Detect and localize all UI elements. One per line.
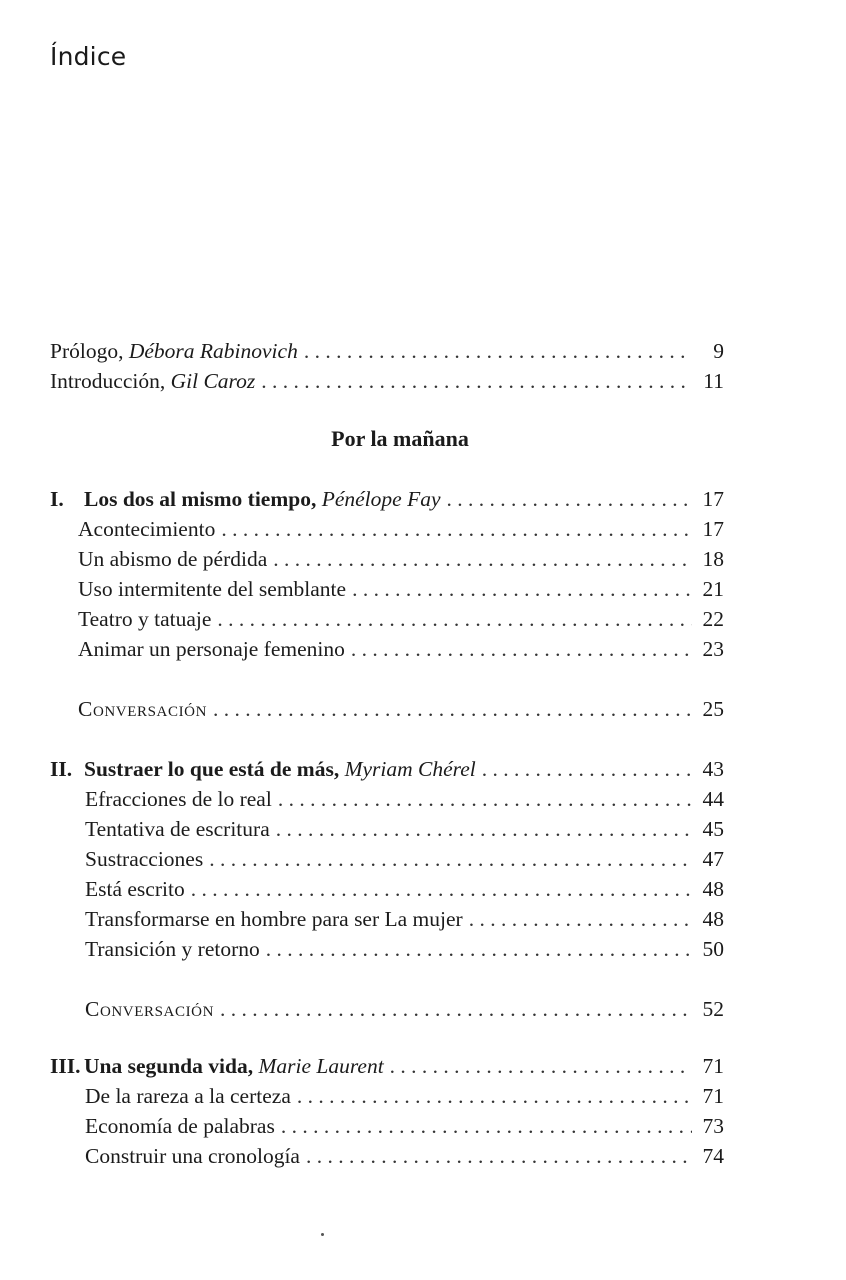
page-number: 48 <box>702 907 724 931</box>
dot-leader <box>297 1083 692 1109</box>
dot-leader <box>447 486 692 512</box>
entry-title: Prólogo, <box>50 339 129 363</box>
page-number: 74 <box>702 1144 724 1168</box>
toc-chapter-1[interactable] <box>50 486 724 512</box>
dot-leader <box>352 576 692 602</box>
dot-leader <box>304 338 692 364</box>
page-title: Índice <box>50 42 127 71</box>
page-number: 11 <box>703 369 724 393</box>
dot-leader <box>273 546 692 572</box>
dot-leader <box>209 846 692 872</box>
print-speck <box>321 1233 324 1236</box>
part-heading: Por la mañana <box>331 426 469 451</box>
page-number: 52 <box>702 997 724 1021</box>
chapter-author: Pénélope Fay <box>321 487 441 511</box>
toc-section[interactable] <box>50 876 724 902</box>
toc-section[interactable] <box>50 636 724 662</box>
page-number: 50 <box>702 937 724 961</box>
dot-leader <box>276 816 692 842</box>
page-number: 18 <box>702 547 724 571</box>
dot-leader <box>220 996 692 1022</box>
section-title: Efracciones de lo real <box>85 787 272 811</box>
page-number: 71 <box>702 1084 724 1108</box>
toc-section[interactable] <box>50 1143 724 1169</box>
section-title: Teatro y tatuaje <box>78 607 212 631</box>
toc-chapter-2[interactable] <box>50 756 724 782</box>
toc-entry-introduccion[interactable] <box>50 368 724 394</box>
entry-author: Débora Rabinovich <box>128 339 298 363</box>
toc-section[interactable] <box>50 546 724 572</box>
page-number: 9 <box>713 339 724 363</box>
page-number: 17 <box>702 517 724 541</box>
dot-leader <box>278 786 692 812</box>
dot-leader <box>482 756 692 782</box>
page-number: 21 <box>702 577 724 601</box>
toc-section[interactable] <box>50 906 724 932</box>
dot-leader <box>213 696 692 722</box>
toc-section[interactable] <box>50 516 724 542</box>
page-number: 25 <box>702 697 724 721</box>
section-title: Animar un personaje femenino <box>78 637 345 661</box>
chapter-author: Myriam Chérel <box>344 757 476 781</box>
toc-section[interactable] <box>50 606 724 632</box>
page-number: 22 <box>702 607 724 631</box>
chapter-title: Una segunda vida, <box>84 1054 259 1078</box>
chapter-author: Marie Laurent <box>258 1054 384 1078</box>
dot-leader <box>266 936 692 962</box>
toc-conversation[interactable] <box>50 996 724 1022</box>
chapter-numeral: II. <box>50 757 73 781</box>
toc-entry-prologo[interactable] <box>50 338 724 364</box>
chapter-numeral: III. <box>50 1054 81 1078</box>
section-title: Sustracciones <box>85 847 204 871</box>
dot-leader <box>221 516 692 542</box>
page-number: 17 <box>702 487 724 511</box>
toc-section[interactable] <box>50 816 724 842</box>
toc-chapter-3[interactable] <box>50 1053 724 1079</box>
dot-leader <box>390 1053 692 1079</box>
dot-leader <box>191 876 692 902</box>
page-number: 44 <box>702 787 724 811</box>
section-title: De la rareza a la certeza <box>85 1084 291 1108</box>
dot-leader <box>469 906 692 932</box>
dot-leader <box>351 636 692 662</box>
toc-section[interactable] <box>50 786 724 812</box>
entry-title: Introducción, <box>50 369 171 393</box>
toc-section[interactable] <box>50 576 724 602</box>
section-title: Economía de palabras <box>85 1114 275 1138</box>
section-title: Un abismo de pérdida <box>78 547 268 571</box>
dot-leader <box>306 1143 692 1169</box>
section-title: Tentativa de escritura <box>85 817 270 841</box>
toc-section[interactable] <box>50 1083 724 1109</box>
section-title: Uso intermitente del semblante <box>78 577 347 601</box>
page-number: 47 <box>702 847 724 871</box>
entry-author: Gil Caroz <box>170 369 256 393</box>
page-number: 48 <box>702 877 724 901</box>
page-number: 45 <box>702 817 724 841</box>
toc-section[interactable] <box>50 846 724 872</box>
conversation-label: Conversación <box>78 697 208 721</box>
page-number: 73 <box>702 1114 724 1138</box>
section-title: Está escrito <box>85 877 185 901</box>
section-title: Construir una cronología <box>85 1144 300 1168</box>
section-title: Acontecimiento <box>78 517 216 541</box>
page-number: 43 <box>702 757 724 781</box>
chapter-title: Los dos al mismo tiempo, <box>84 487 322 511</box>
page-number: 23 <box>702 637 724 661</box>
conversation-label: Conversación <box>85 997 215 1021</box>
section-title: Transición y retorno <box>85 937 260 961</box>
toc-section[interactable] <box>50 936 724 962</box>
section-title: Transformarse en hombre para ser La mujer <box>85 907 463 931</box>
chapter-title: Sustraer lo que está de más, <box>84 757 345 781</box>
dot-leader <box>281 1113 692 1139</box>
toc-section[interactable] <box>50 1113 724 1139</box>
toc-conversation[interactable] <box>50 696 724 722</box>
chapter-numeral: I. <box>50 487 64 511</box>
dot-leader <box>261 368 692 394</box>
page-number: 71 <box>702 1054 724 1078</box>
dot-leader <box>217 606 692 632</box>
